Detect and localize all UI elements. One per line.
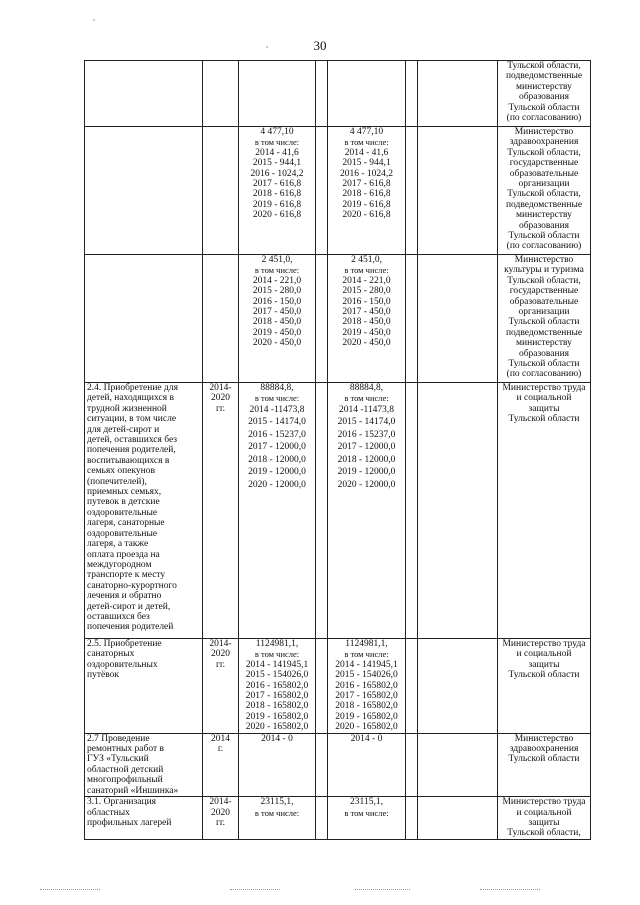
executor-text: Тульской области (508, 359, 580, 370)
executor-cell (498, 255, 591, 383)
measure-text: ГУЗ «Тульский (87, 754, 149, 765)
measure-text: санаторий «Иншинка» (87, 785, 179, 796)
amount-year-line: 2016 - 150,0 (342, 296, 391, 307)
executor-text: образовательные (509, 296, 579, 307)
executor-text: министерству (516, 338, 572, 349)
measure-text: оплата проезда на (87, 549, 160, 560)
measure-text: лечения и обратно (87, 591, 162, 602)
amount-year-line: 2014 - 141945,1 (245, 659, 309, 670)
amount-total: 2014 - 0 (261, 733, 293, 744)
amount-year-line: 2017 - 450,0 (342, 307, 391, 318)
executor-text: Тульской области (508, 102, 580, 113)
amount-year-line: 2019 - 12000,0 (337, 467, 396, 478)
years-text: 2014- (209, 797, 232, 808)
amount-subtitle: в том числе: (254, 265, 300, 276)
empty-cell (316, 255, 328, 383)
executor-text: Министерство (514, 255, 574, 265)
amount-total: 23115,1, (260, 797, 294, 808)
amount-subtitle: в том числе: (344, 265, 389, 276)
measure-text: воспитывающихся в (87, 455, 170, 466)
executor-text: Тульской области (508, 231, 580, 242)
amount-cell-total (239, 797, 316, 840)
amount-year-line: 2020 - 450,0 (252, 338, 302, 349)
amount-year-line: 2019 - 165802,0 (245, 711, 309, 722)
empty-cell (418, 127, 498, 255)
executor-text: министерству (516, 81, 572, 92)
executor-text: здравоохранения (509, 744, 579, 755)
amount-cell-regional (328, 797, 406, 840)
amount-year-line: 2015 - 14174,0 (337, 417, 396, 428)
amount-cell-total (239, 127, 316, 255)
years-text: гг. (215, 659, 226, 670)
amount-year-line: 2017 - 165802,0 (245, 691, 309, 702)
footer-mark (480, 889, 540, 891)
amount-cell-total (239, 255, 316, 383)
amount-year-line: 2014 - 221,0 (342, 275, 391, 286)
budget-table (84, 60, 591, 840)
executor-text: образовательные (509, 168, 579, 179)
measure-text: 2.7 Проведение (87, 733, 150, 744)
amount-total: 1124981,1, (345, 639, 388, 649)
measure-text: ситуации, в том числе (87, 414, 177, 425)
amount-total: 2014 - 0 (350, 733, 383, 744)
scan-speck (93, 19, 95, 21)
years-text: 2020 (211, 393, 230, 404)
measure-text: междугородном (87, 559, 152, 570)
executor-text: Тульской области (508, 754, 580, 765)
amount-cell-total (239, 733, 316, 796)
measure-text: оставшихся без (87, 611, 150, 622)
executor-text: государственные (509, 158, 579, 169)
empty-cell (406, 61, 418, 127)
measure-text: путёвок (87, 670, 119, 681)
executor-text: Министерство (514, 733, 574, 744)
amount-total: 2 451,0, (261, 255, 293, 265)
amount-subtitle: в том числе: (254, 393, 300, 404)
amount-year-line: 2018 - 165802,0 (245, 701, 309, 712)
measure-text: попечения родителей, (87, 445, 176, 456)
executor-text: подведомственные (505, 199, 583, 210)
measure-cell (85, 733, 203, 796)
amount-cell-total (239, 61, 316, 127)
measure-cell (85, 797, 203, 840)
amount-total: 23115,1, (350, 797, 383, 808)
amount-year-line: 2018 - 450,0 (342, 317, 391, 328)
measure-text: попечения родителей (87, 622, 174, 633)
empty-cell (316, 639, 328, 734)
executor-text: государственные (509, 286, 579, 297)
amount-year-line: 2020 - 165802,0 (245, 722, 309, 733)
measure-text: профильных лагерей (87, 817, 172, 828)
measure-text: (попечителей), (87, 476, 147, 487)
executor-text: организации (518, 307, 570, 318)
years-cell (203, 639, 239, 734)
amount-year-line: 2015 - 154026,0 (335, 670, 398, 681)
table-row (85, 255, 591, 383)
measure-text: для детей-сирот и (87, 424, 160, 435)
executor-text: Министерство труда (502, 383, 586, 393)
years-text: 2020 (211, 807, 230, 818)
measure-text: 3.1. Организация (87, 797, 157, 808)
measure-text: лагеря, а также (87, 539, 149, 550)
executor-cell (498, 639, 591, 734)
measure-text: оздоровительные (87, 528, 158, 539)
amount-year-line: 2014 - 41,6 (344, 147, 389, 158)
measure-text: областной детский (87, 764, 164, 775)
amount-year-line: 2017 - 165802,0 (335, 691, 398, 702)
footer-mark (40, 889, 100, 891)
measure-text: трудной жизненной (87, 403, 167, 414)
measure-text: 2.4. Приобретение для (87, 383, 178, 393)
empty-cell (316, 61, 328, 127)
executor-text: образования (518, 92, 570, 103)
amount-year-line: 2020 - 165802,0 (335, 722, 398, 733)
amount-total: 1124981,1, (255, 639, 299, 649)
executor-cell (498, 61, 591, 127)
years-cell (203, 733, 239, 796)
executor-text: Тульской области (508, 414, 580, 425)
executor-cell (498, 127, 591, 255)
measure-text: семьях опекунов (87, 466, 155, 477)
amount-total: 4 477,10 (260, 127, 294, 137)
executor-text: Тульской области, (507, 61, 581, 71)
measure-text: 2.5. Приобретение (87, 639, 162, 649)
amount-total: 4 477,10 (349, 127, 384, 137)
amount-cell-total (239, 639, 316, 734)
footer-mark (230, 889, 280, 891)
measure-text: детей, находящихся в (87, 393, 174, 404)
empty-cell (418, 639, 498, 734)
measure-text: областных (87, 807, 130, 818)
executor-text: подведомственные (505, 71, 583, 82)
amount-year-line: 2018 - 450,0 (252, 317, 302, 328)
measure-cell (85, 127, 203, 255)
executor-text: Министерство труда (502, 639, 586, 649)
table-row (85, 383, 591, 639)
empty-cell (406, 797, 418, 840)
executor-text: Тульской области (508, 317, 580, 328)
amount-year-line: 2016 - 165802,0 (245, 680, 309, 691)
amount-year-line: 2015 - 154026,0 (245, 670, 309, 681)
empty-cell (418, 733, 498, 796)
empty-cell (418, 61, 498, 127)
amount-year-line: 2019 - 616,8 (342, 199, 391, 210)
executor-text: Тульской области, (507, 189, 581, 200)
amount-year-line: 2019 - 450,0 (342, 327, 391, 338)
empty-cell (406, 733, 418, 796)
executor-text: культуры и туризма (504, 265, 584, 276)
amount-year-line: 2018 - 165802,0 (335, 701, 398, 712)
executor-text: здравоохранения (509, 137, 579, 148)
amount-year-line: 2020 - 616,8 (342, 210, 391, 221)
amount-year-line: 2014 -11473,8 (338, 404, 395, 415)
amount-year-line: 2016 - 1024,2 (250, 168, 304, 179)
executor-text: Тульской области, (507, 828, 581, 839)
measure-cell (85, 255, 203, 383)
amount-year-line: 2014 -11473,8 (249, 404, 305, 415)
measure-text: путевок в детские (87, 497, 160, 508)
amount-year-line: 2019 - 616,8 (252, 199, 302, 210)
measure-text: лагеря, санаторные (87, 518, 165, 529)
measure-text: детей-сирот и детей, (87, 601, 171, 612)
page-number: 30 (313, 38, 327, 53)
amount-year-line: 2017 - 12000,0 (337, 442, 396, 453)
amount-year-line: 2015 - 280,0 (252, 286, 302, 297)
amount-total: 88884,8, (349, 383, 384, 393)
empty-cell (406, 255, 418, 383)
empty-cell (406, 383, 418, 639)
years-text: г. (217, 744, 224, 755)
measure-text: детей, оставшихся без (87, 435, 178, 446)
amount-year-line: 2018 - 616,8 (252, 189, 302, 200)
executor-text: (по согласованию) (506, 369, 582, 380)
amount-year-line: 2017 - 616,8 (342, 179, 391, 190)
executor-text: (по согласованию) (506, 113, 582, 124)
measure-cell (85, 383, 203, 639)
amount-year-line: 2019 - 450,0 (252, 327, 302, 338)
table-row (85, 797, 591, 840)
amount-year-line: 2016 - 1024,2 (339, 168, 394, 179)
measure-text: оздоровительных (87, 659, 158, 670)
amount-year-line: 2016 - 165802,0 (335, 680, 398, 691)
amount-year-line: 2018 - 616,8 (342, 189, 391, 200)
executor-cell (498, 733, 591, 796)
years-cell (203, 797, 239, 840)
scan-speck (266, 46, 268, 48)
amount-cell-regional (328, 61, 406, 127)
amount-year-line: 2014 - 221,0 (252, 275, 302, 286)
empty-cell (418, 797, 498, 840)
footer-mark (355, 889, 410, 891)
measure-text: санаторно-курортного (87, 580, 177, 591)
amount-year-line: 2015 - 280,0 (342, 286, 391, 297)
amount-subtitle: в том числе: (344, 807, 389, 818)
empty-cell (316, 733, 328, 796)
amount-year-line: 2017 - 450,0 (252, 307, 302, 318)
years-text: 2020 (211, 649, 230, 660)
empty-cell (418, 383, 498, 639)
amount-cell-total (239, 383, 316, 639)
executor-text: подведомственные (505, 327, 583, 338)
amount-total: 2 451,0, (351, 255, 382, 265)
amount-subtitle: в том числе: (344, 137, 389, 148)
amount-subtitle: в том числе: (254, 649, 300, 660)
table-row (85, 61, 591, 127)
measure-text: ремонтных работ в (87, 744, 164, 755)
empty-cell (406, 127, 418, 255)
measure-text: многопрофильный (87, 775, 163, 786)
executor-text: Тульской области, (507, 275, 581, 286)
amount-year-line: 2015 - 14174,0 (248, 417, 306, 428)
executor-text: Тульской области (508, 670, 580, 681)
amount-year-line: 2017 - 616,8 (252, 179, 302, 190)
amount-year-line: 2020 - 616,8 (252, 210, 302, 221)
measure-cell (85, 639, 203, 734)
amount-cell-regional (328, 127, 406, 255)
measure-text: приемных семьях, (87, 487, 162, 498)
amount-year-line: 2020 - 12000,0 (248, 479, 306, 490)
amount-cell-regional (328, 255, 406, 383)
years-cell (203, 255, 239, 383)
measure-text: транспорте к месту (87, 570, 166, 581)
amount-year-line: 2020 - 450,0 (342, 338, 391, 349)
amount-year-line: 2019 - 12000,0 (248, 467, 306, 478)
empty-cell (406, 639, 418, 734)
executor-text: и социальной защиты (516, 649, 572, 670)
executor-text: образования (518, 220, 570, 231)
executor-cell (498, 383, 591, 639)
executor-text: Тульской области, (507, 147, 581, 158)
empty-cell (316, 797, 328, 840)
executor-text: Министерство (514, 127, 574, 137)
table-row (85, 639, 591, 734)
empty-cell (418, 255, 498, 383)
amount-year-line: 2018 - 12000,0 (248, 454, 306, 465)
executor-text: министерству (516, 210, 572, 221)
executor-text: и социальной защиты (516, 393, 572, 414)
amount-subtitle: в том числе: (254, 807, 300, 818)
amount-subtitle: в том числе: (344, 393, 389, 404)
years-cell (203, 61, 239, 127)
measure-text: оздоровительные (87, 507, 158, 518)
years-text: 2014 (211, 733, 230, 744)
amount-year-line: 2015 - 944,1 (342, 158, 391, 169)
years-cell (203, 383, 239, 639)
years-cell (203, 127, 239, 255)
amount-year-line: 2014 - 41,6 (255, 147, 299, 158)
amount-subtitle: в том числе: (344, 649, 389, 660)
executor-text: (по согласованию) (506, 241, 582, 252)
table-row (85, 127, 591, 255)
measure-cell (85, 61, 203, 127)
amount-cell-regional (328, 639, 406, 734)
years-text: гг. (215, 817, 226, 828)
amount-year-line: 2016 - 15237,0 (248, 429, 306, 440)
amount-year-line: 2015 - 944,1 (252, 158, 302, 169)
amount-year-line: 2019 - 165802,0 (335, 711, 398, 722)
amount-year-line: 2017 - 12000,0 (248, 442, 306, 453)
executor-text: Министерство труда (502, 797, 586, 808)
executor-text: образования (518, 348, 570, 359)
amount-cell-regional (328, 733, 406, 796)
measure-text: санаторных (87, 649, 135, 660)
amount-year-line: 2014 - 141945,1 (335, 659, 398, 670)
empty-cell (316, 127, 328, 255)
years-text: гг. (215, 403, 226, 414)
amount-year-line: 2016 - 15237,0 (337, 429, 396, 440)
years-text: 2014- (209, 383, 232, 393)
amount-cell-regional (328, 383, 406, 639)
amount-year-line: 2018 - 12000,0 (337, 454, 396, 465)
table-row (85, 733, 591, 796)
executor-cell (498, 797, 591, 840)
amount-total: 88884,8, (260, 383, 294, 393)
amount-year-line: 2016 - 150,0 (252, 296, 302, 307)
years-text: 2014- (209, 639, 232, 649)
executor-text: организации (518, 179, 570, 190)
executor-text: и социальной защиты (516, 807, 572, 828)
empty-cell (316, 383, 328, 639)
amount-year-line: 2020 - 12000,0 (337, 479, 396, 490)
amount-subtitle: в том числе: (254, 137, 300, 148)
